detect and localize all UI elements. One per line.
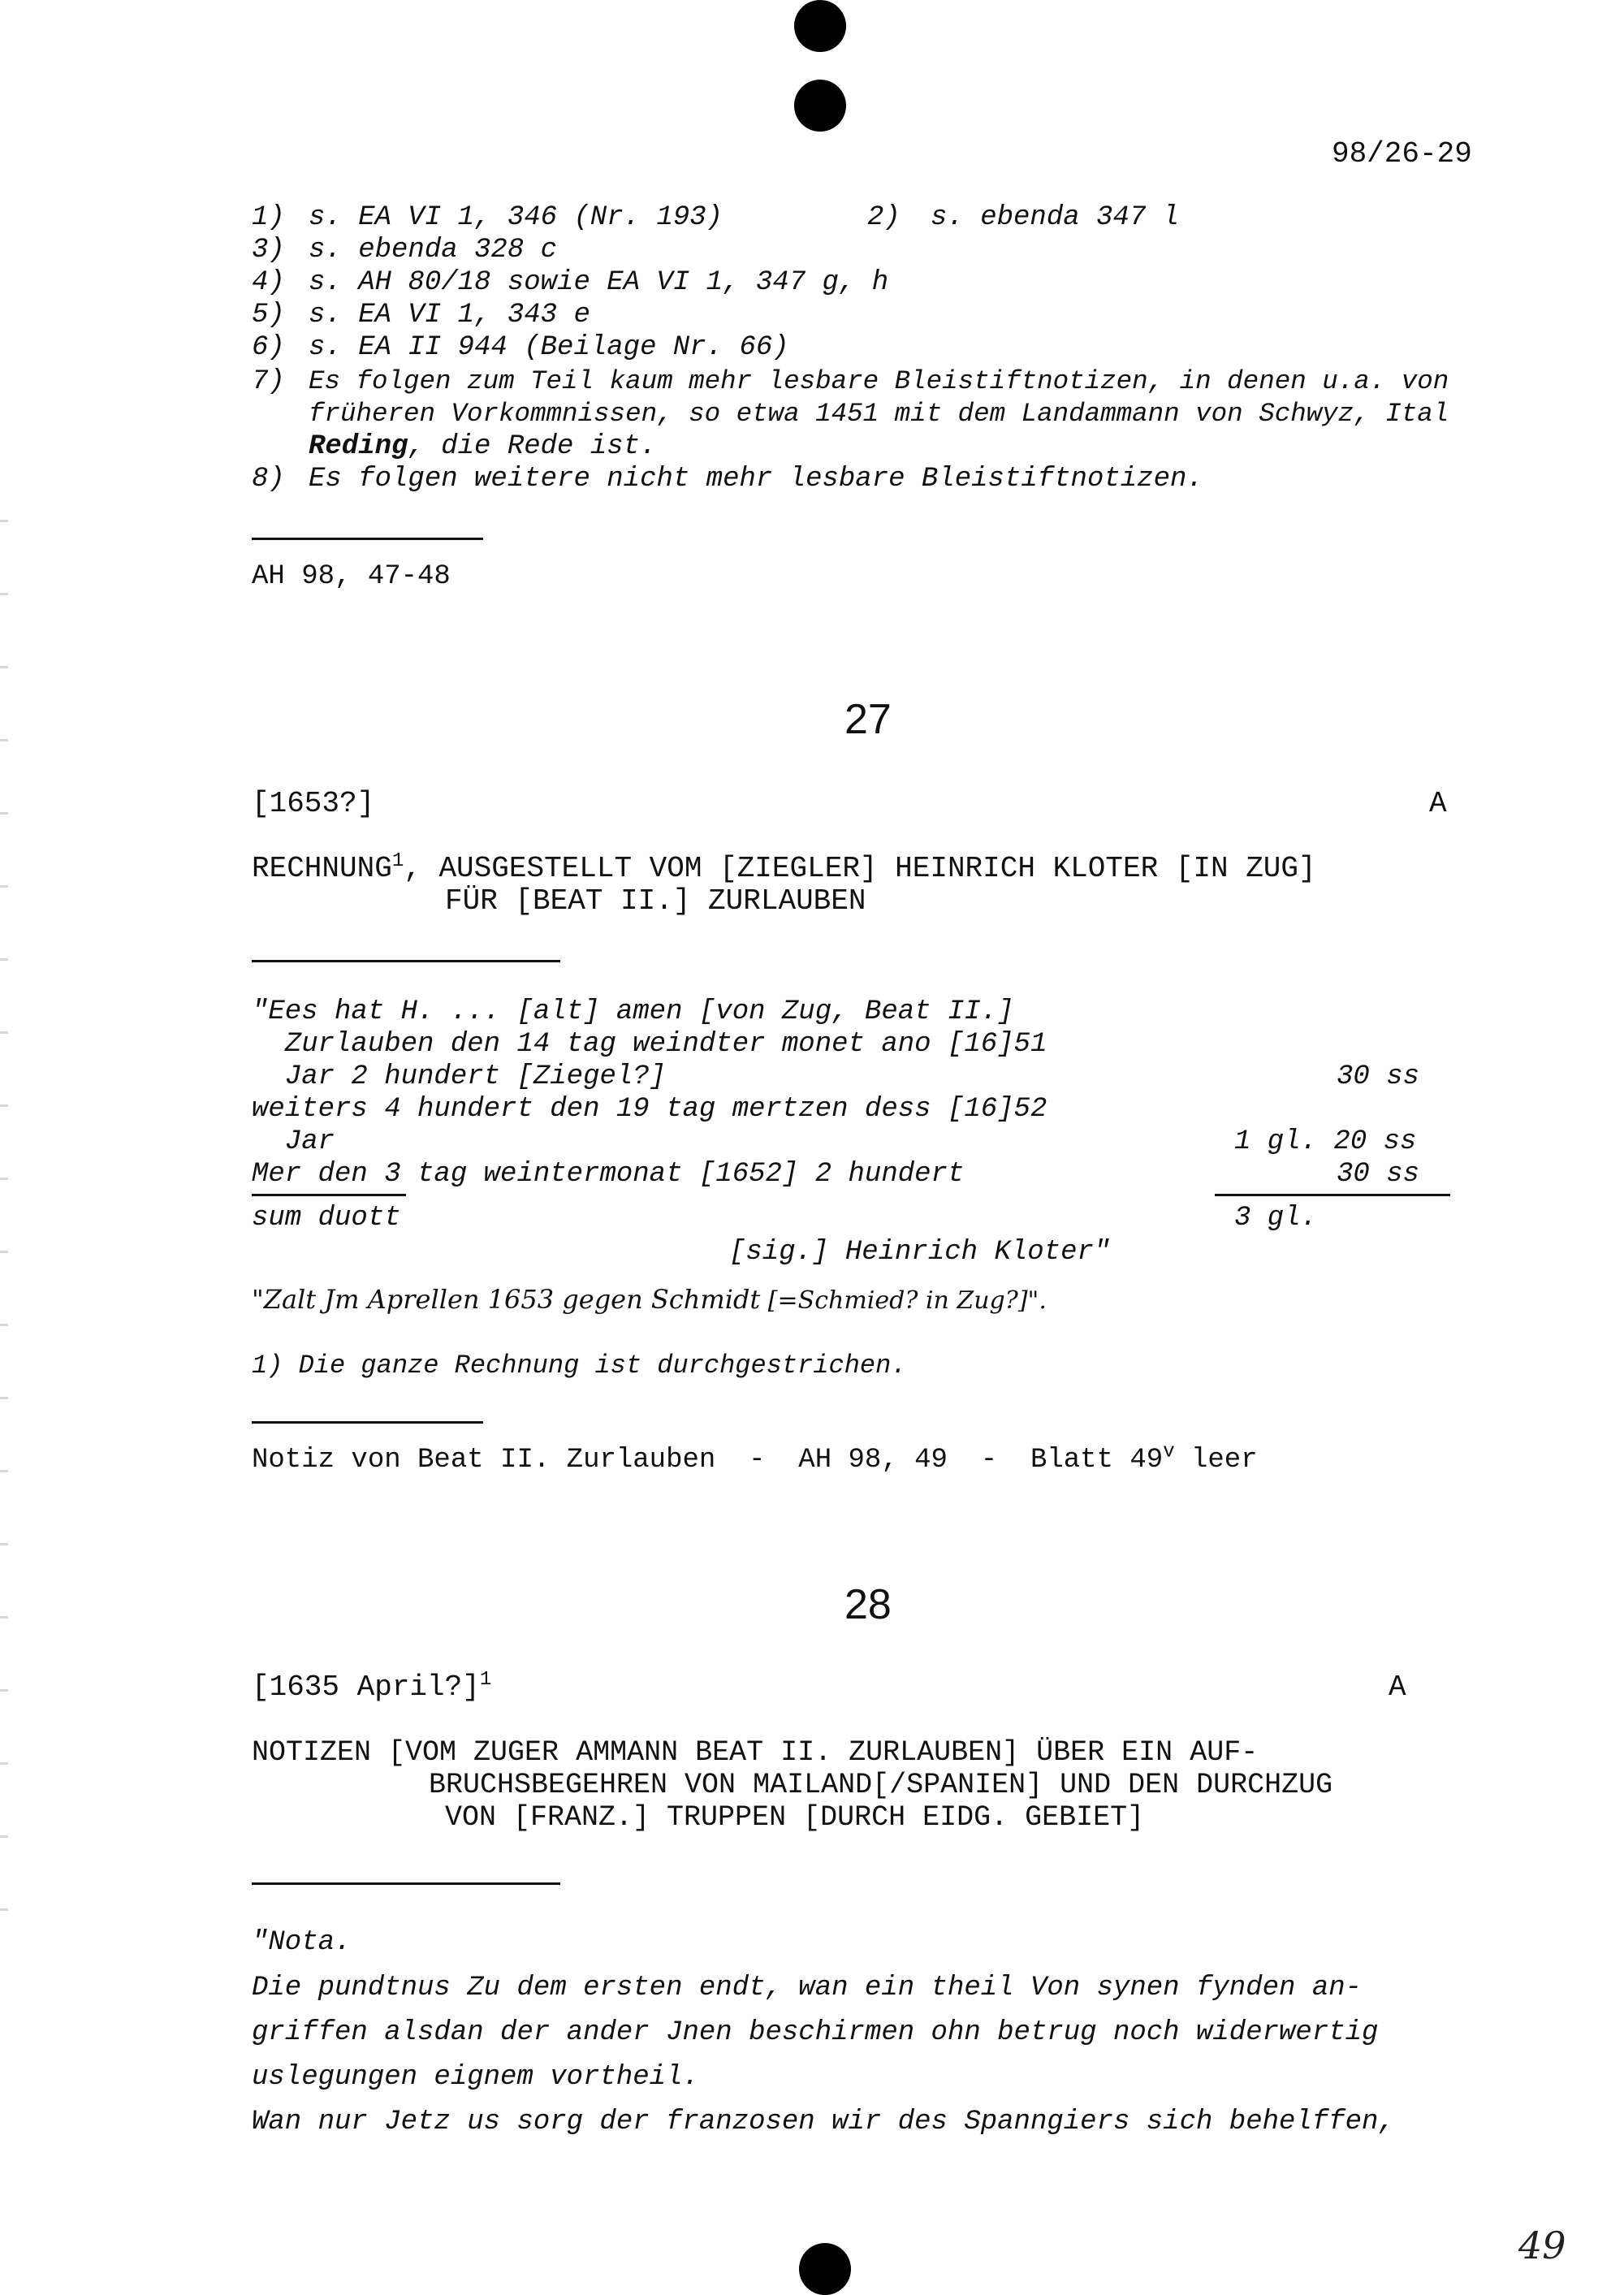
divider-rule: [252, 1421, 483, 1424]
footnote-text: s. ebenda 347 l: [931, 202, 1180, 233]
invoice-line-text: "Ees hat H. ... [alt] amen [von Zug, Beat II.]: [252, 996, 1014, 1027]
invoice-line-text: Jar 2 hundert [Ziegel?]: [252, 1061, 667, 1092]
source-reference: AH 98, 47-48: [252, 561, 451, 592]
punch-hole-bottom: [799, 2243, 851, 2295]
divider-rule: [252, 538, 483, 540]
note-bracket: [=Schmied? in Zug?]".: [760, 1286, 1047, 1315]
body-line: Wan nur Jetz us sorg der franzosen wir des Spanngiers sich behelffen,: [252, 2107, 1395, 2137]
page-number-handwritten: 49: [1518, 2224, 1566, 2267]
invoice-line-amount: 30 ss: [1337, 1061, 1420, 1092]
footnote-text: s. AH 80/18 sowie EA VI 1, 347 g, h: [309, 267, 889, 298]
invoice-line-text: weiters 4 hundert den 19 tag mertzen dess [16]52: [252, 1094, 1047, 1125]
body-line: "Nota.: [252, 1927, 352, 1958]
invoice-line-amount: 1 gl. 20 ss: [1234, 1126, 1417, 1157]
document-title-line: VON [FRANZ.] TRUPPEN [DURCH EIDG. GEBIET]: [445, 1801, 1145, 1834]
footnote-text: s. EA VI 1, 346 (Nr. 193): [309, 202, 723, 233]
invoice-line-text: Jar: [252, 1126, 335, 1157]
punch-hole-top-1: [794, 0, 846, 52]
divider-rule: [252, 960, 560, 962]
sum-rule: [1215, 1194, 1450, 1196]
footnote-text-rest: , die Rede ist.: [408, 431, 657, 462]
body-line: Die pundtnus Zu dem ersten endt, wan ein theil Von synen fynden an-: [252, 1973, 1363, 2003]
payment-note: [252, 1283, 1047, 1318]
footnote-text: s. EA VI 1, 343 e: [309, 300, 590, 331]
footnote-marker: 1: [391, 850, 404, 872]
footnote-text: Es folgen weitere nicht mehr lesbare Bleistiftnotizen.: [309, 464, 1203, 495]
document-title-line: FÜR [BEAT II.] ZURLAUBEN: [445, 884, 866, 918]
document-number: 28: [844, 1581, 892, 1628]
footnote-text-line: [309, 430, 656, 463]
scan-edge-marks: [0, 487, 8, 1949]
source-text-end: leer: [1174, 1445, 1258, 1476]
document-footnote: 1) Die ganze Rechnung ist durchgestrichen.: [252, 1351, 907, 1381]
footnote-num: 3): [252, 235, 285, 266]
document-number: 27: [844, 696, 892, 743]
document-type-marker: A: [1429, 787, 1447, 820]
footnote-num: 5): [252, 300, 285, 331]
body-line: griffen alsdan der ander Jnen beschirmen ohn betrug noch widerwertig: [252, 2017, 1379, 2048]
title-word: RECHNUNG: [252, 852, 392, 885]
footnote-num: 8): [252, 464, 285, 495]
document-title-line: NOTIZEN [VOM ZUGER AMMANN BEAT II. ZURLAUBEN] ÜBER EIN AUF-: [252, 1736, 1259, 1769]
sum-amount: 3 gl.: [1234, 1203, 1318, 1234]
footnote-text-line: Es folgen zum Teil kaum mehr lesbare Bleistiftnotizen, in denen u.a. von: [309, 366, 1449, 396]
footnote-text-line: früheren Vorkommnissen, so etwa 1451 mit dem Landammann von Schwyz, Ital: [309, 399, 1449, 429]
invoice-line-text: Mer den 3 tag weintermonat [1652] 2 hundert: [252, 1159, 965, 1190]
sum-label: sum duott: [252, 1203, 401, 1234]
document-date: [1653?]: [252, 787, 375, 820]
footnote-text: s. ebenda 328 c: [309, 235, 558, 266]
footnote-num: 7): [252, 366, 285, 397]
title-rest: , AUSGESTELLT VOM [ZIEGLER] HEINRICH KLOTER [IN ZUG]: [404, 852, 1316, 885]
doc-ref: 98/26-29: [1332, 137, 1472, 171]
divider-rule: [252, 1882, 560, 1885]
date-text: [1635 April?]: [252, 1670, 480, 1704]
footnote-bold-name: Reding: [309, 431, 408, 462]
footnote-num: 4): [252, 267, 285, 298]
footnote-num: 2): [867, 202, 901, 233]
invoice-line-text: Zurlauben den 14 tag weindter monet ano [16]51: [252, 1029, 1047, 1060]
verso-marker: v: [1163, 1441, 1175, 1463]
source-reference: [252, 1441, 1258, 1476]
document-title-line: [252, 850, 1316, 885]
document-type-marker: A: [1389, 1670, 1406, 1704]
document-date: [252, 1671, 491, 1704]
source-text: Notiz von Beat II. Zurlauben - AH 98, 49 - Blatt 49: [252, 1445, 1164, 1476]
underline-rule: [252, 1194, 406, 1196]
footnote-num: 1): [252, 202, 285, 233]
punch-hole-top-2: [794, 80, 846, 132]
signature-line: [sig.] Heinrich Kloter": [729, 1237, 1111, 1268]
footnote-num: 6): [252, 332, 285, 363]
footnote-text: s. EA II 944 (Beilage Nr. 66): [309, 332, 789, 363]
invoice-line-amount: 30 ss: [1337, 1159, 1420, 1190]
document-title-line: BRUCHSBEGEHREN VON MAILAND[/SPANIEN] UND DEN DURCHZUG: [429, 1769, 1333, 1801]
footnote-marker: 1: [479, 1669, 492, 1691]
body-line: uslegungen eignem vortheil.: [252, 2062, 699, 2093]
handwritten-note: "Zalt Jm Aprellen 1653 gegen Schmidt: [252, 1284, 761, 1315]
